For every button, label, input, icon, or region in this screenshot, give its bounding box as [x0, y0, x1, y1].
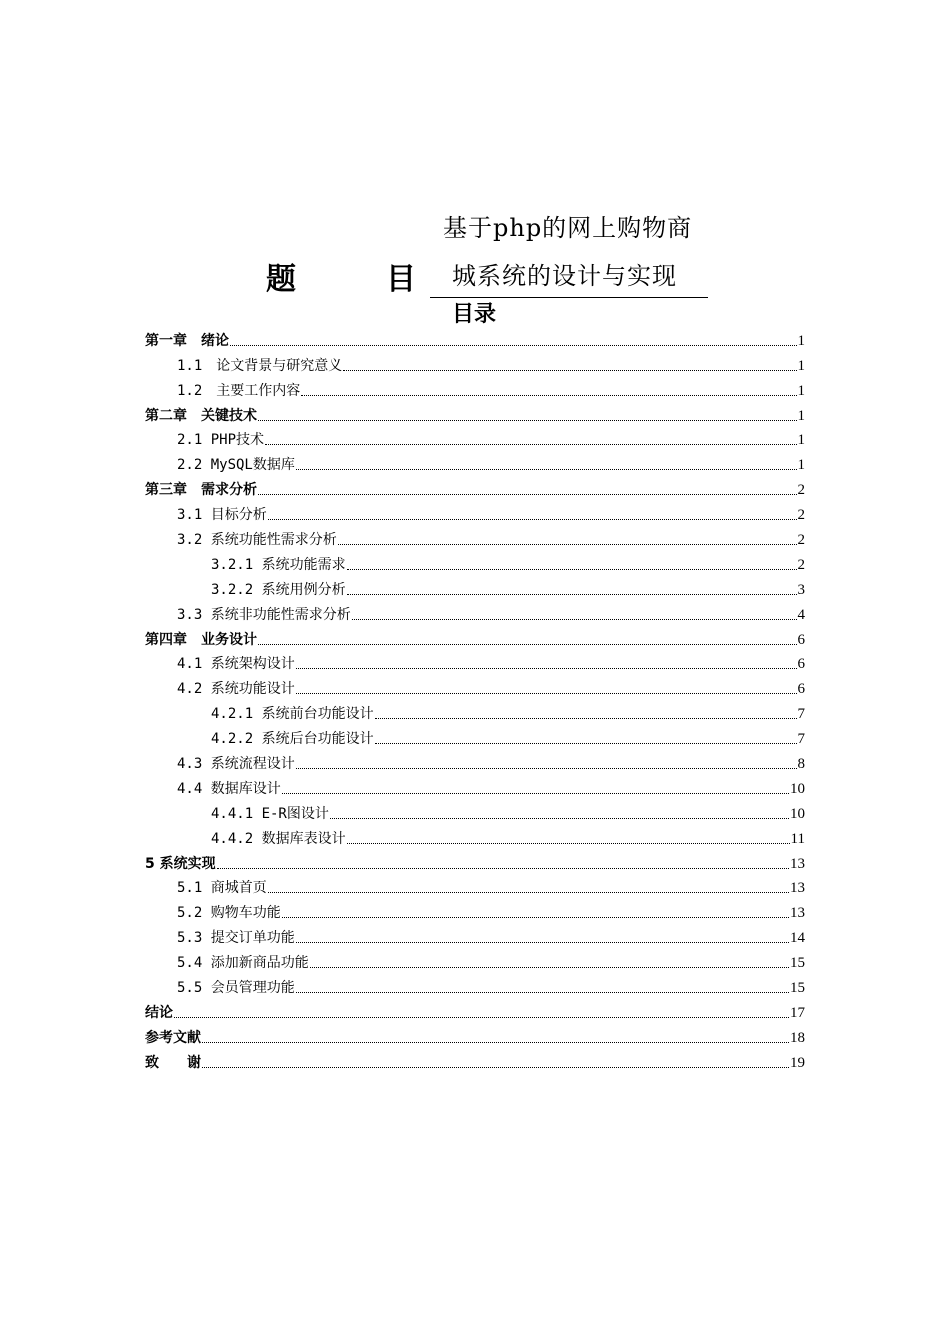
toc-leader-dots: [330, 815, 789, 819]
toc-entry-page: 19: [790, 1054, 805, 1071]
toc-entry-page: 1: [797, 457, 805, 474]
toc-leader-dots: [375, 715, 797, 719]
toc-entry-page: 6: [797, 656, 805, 673]
toc-entry-label: 4.4.1 E-R图设计: [211, 805, 329, 822]
toc-entry[interactable]: [145, 847, 805, 872]
toc-entry-label: 2.2 MySQL数据库: [177, 457, 295, 474]
toc-entry-page: 2: [797, 532, 805, 549]
toc-leader-dots: [338, 541, 797, 545]
toc-entry-page: 1: [797, 357, 805, 374]
toc-entry[interactable]: [145, 971, 805, 996]
toc-leader-dots: [301, 392, 796, 396]
toc-entry-label: 参考文献: [145, 1029, 201, 1046]
toc-entry-page: 2: [797, 482, 805, 499]
toc-entry[interactable]: [145, 349, 805, 374]
toc-entry-page: 1: [797, 407, 805, 424]
toc-entry-label: 3.1 目标分析: [177, 507, 267, 524]
toc-entry[interactable]: [145, 747, 805, 772]
toc-entry[interactable]: [145, 1021, 805, 1046]
toc-leader-dots: [202, 1039, 789, 1043]
toc-entry-page: 4: [797, 606, 805, 623]
toc-leader-dots: [202, 1064, 789, 1068]
toc-entry-page: 3: [797, 581, 805, 598]
toc-entry-label: 5.4 添加新商品功能: [177, 955, 309, 972]
toc-entry[interactable]: [145, 722, 805, 747]
toc-leader-dots: [282, 914, 789, 918]
toc-entry[interactable]: [145, 399, 805, 424]
toc-entry[interactable]: [145, 1046, 805, 1071]
toc-leader-dots: [217, 865, 789, 869]
toc-entry[interactable]: [145, 623, 805, 648]
toc-entry[interactable]: [145, 797, 805, 822]
toc-entry[interactable]: [145, 697, 805, 722]
toc-leader-dots: [347, 566, 797, 570]
toc-leader-dots: [258, 641, 797, 645]
toc-leader-dots: [343, 367, 796, 371]
toc-leader-dots: [230, 342, 797, 346]
toc-entry-label: 第二章 关键技术: [145, 407, 257, 424]
toc-entry-label: 第一章 绪论: [145, 332, 229, 349]
toc-entry-page: 10: [790, 780, 805, 797]
toc-leader-dots: [258, 491, 797, 495]
toc-entry-page: 13: [790, 880, 805, 897]
toc-leader-dots: [310, 964, 789, 968]
toc-entry-page: 18: [790, 1029, 805, 1046]
toc-leader-dots: [258, 417, 797, 421]
title-label: 题 目: [266, 262, 416, 297]
toc-entry-label: 5.3 提交订单功能: [177, 930, 295, 947]
toc-entry-page: 14: [790, 930, 805, 947]
toc-entry[interactable]: [145, 598, 805, 623]
toc-entry[interactable]: [145, 822, 805, 847]
toc-entry[interactable]: [145, 946, 805, 971]
toc-entry-label: 致 谢: [145, 1054, 201, 1071]
toc-leader-dots: [296, 939, 789, 943]
toc-list: [145, 324, 805, 1071]
title-line-2: 城系统的设计与实现: [452, 262, 677, 290]
toc-heading: 目录: [452, 302, 497, 327]
toc-leader-dots: [174, 1014, 789, 1018]
toc-leader-dots: [296, 665, 797, 669]
toc-entry[interactable]: [145, 996, 805, 1021]
toc-leader-dots: [265, 441, 796, 445]
toc-leader-dots: [268, 516, 797, 520]
toc-entry-page: 2: [797, 507, 805, 524]
toc-entry[interactable]: [145, 473, 805, 498]
toc-entry-page: 1: [797, 432, 805, 449]
toc-entry[interactable]: [145, 424, 805, 449]
toc-leader-dots: [296, 989, 789, 993]
toc-entry-label: 第四章 业务设计: [145, 631, 257, 648]
toc-entry-label: 第三章 需求分析: [145, 482, 257, 499]
toc-entry-page: 1: [797, 382, 805, 399]
toc-entry-label: 1.1 论文背景与研究意义: [177, 357, 343, 374]
toc-entry-page: 15: [790, 955, 805, 972]
toc-entry[interactable]: [145, 672, 805, 697]
toc-entry-page: 6: [797, 681, 805, 698]
toc-entry-page: 13: [790, 855, 805, 872]
toc-entry-label: 5.1 商城首页: [177, 880, 267, 897]
toc-entry[interactable]: [145, 573, 805, 598]
toc-leader-dots: [347, 591, 797, 595]
toc-entry[interactable]: [145, 772, 805, 797]
toc-leader-dots: [282, 790, 789, 794]
toc-entry-page: 15: [790, 980, 805, 997]
toc-entry-label: 5 系统实现: [145, 855, 216, 872]
toc-entry[interactable]: [145, 548, 805, 573]
toc-entry[interactable]: [145, 896, 805, 921]
toc-entry-label: 3.3 系统非功能性需求分析: [177, 606, 351, 623]
toc-entry-label: 结论: [145, 1004, 173, 1021]
toc-entry-label: 3.2 系统功能性需求分析: [177, 532, 337, 549]
toc-entry-page: 7: [797, 706, 805, 723]
toc-entry-page: 11: [790, 830, 805, 847]
toc-entry[interactable]: [145, 498, 805, 523]
toc-leader-dots: [347, 840, 790, 844]
toc-entry-label: 3.2.1 系统功能需求: [211, 556, 346, 573]
toc-entry-label: 3.2.2 系统用例分析: [211, 581, 346, 598]
toc-entry-page: 8: [797, 756, 805, 773]
toc-entry[interactable]: [145, 523, 805, 548]
toc-leader-dots: [296, 765, 797, 769]
toc-leader-dots: [296, 466, 797, 470]
toc-entry-label: 2.1 PHP技术: [177, 432, 265, 449]
toc-entry-page: 7: [797, 731, 805, 748]
toc-entry[interactable]: [145, 648, 805, 673]
toc-entry-page: 13: [790, 905, 805, 922]
toc-leader-dots: [375, 740, 797, 744]
toc-entry[interactable]: [145, 448, 805, 473]
toc-leader-dots: [352, 616, 797, 620]
toc-entry-label: 4.2 系统功能设计: [177, 681, 295, 698]
toc-entry-label: 1.2 主要工作内容: [177, 382, 301, 399]
toc-entry[interactable]: [145, 921, 805, 946]
title-line-1: 基于php的网上购物商: [443, 214, 693, 242]
toc-entry-label: 4.1 系统架构设计: [177, 656, 295, 673]
toc-entry-page: 10: [790, 805, 805, 822]
toc-entry-label: 4.4 数据库设计: [177, 780, 281, 797]
toc-entry[interactable]: [145, 324, 805, 349]
toc-entry-label: 4.3 系统流程设计: [177, 756, 295, 773]
toc-entry-label: 4.2.2 系统后台功能设计: [211, 731, 374, 748]
toc-entry[interactable]: [145, 872, 805, 897]
toc-entry-label: 5.2 购物车功能: [177, 905, 281, 922]
toc-entry-page: 17: [790, 1004, 805, 1021]
toc-entry-page: 2: [797, 556, 805, 573]
toc-entry-label: 5.5 会员管理功能: [177, 980, 295, 997]
toc-entry-page: 1: [797, 332, 805, 349]
toc-entry-label: 4.2.1 系统前台功能设计: [211, 706, 374, 723]
toc-entry[interactable]: [145, 374, 805, 399]
toc-entry-label: 4.4.2 数据库表设计: [211, 830, 346, 847]
toc-leader-dots: [296, 690, 797, 694]
toc-entry-page: 6: [797, 631, 805, 648]
toc-leader-dots: [268, 889, 789, 893]
